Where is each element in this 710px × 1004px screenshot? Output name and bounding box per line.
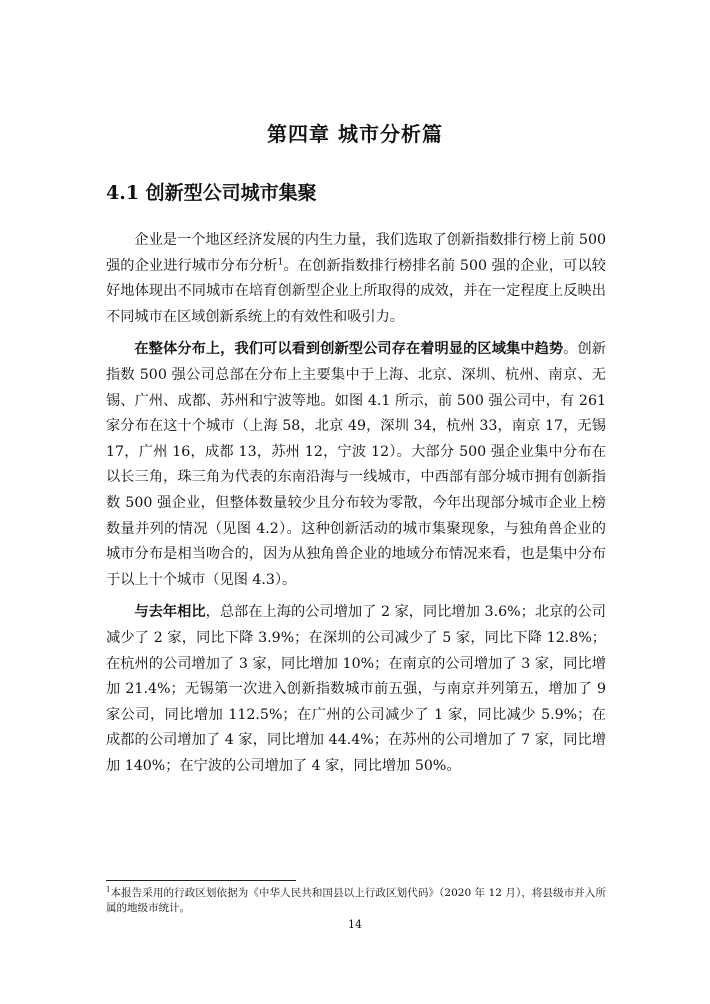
paragraph-3-text: ，总部在上海的公司增加了 2 家，同比增加 3.6%；北京的公司减少了 2 家，同比下降 3.9%；在深圳的公司减少了 5 家，同比下降 12.8%；在杭州的公司增加了 3 家，同比增加 10%；在南京的公司增加了 3 家，同比增加 21.4%；无锡第一次进入创新指数城市前五强，与南京并列第五，增加了 9 家公司，同比增加 112.5%；在广州的公司减少了 1 家，同比减少 5.9%；在成都的公司增加了 4 家，同比增加 44.4%；在苏州的公司增加了 7 家，同比增加 140%；在宁波的公司增加了 4 家，同比增加 50%。 xyxy=(106,604,606,774)
footnote xyxy=(106,886,606,916)
body-text xyxy=(106,228,606,786)
chapter-title: 第四章 城市分析篇 xyxy=(267,122,443,146)
paragraph-1 xyxy=(106,228,606,330)
page-number: 14 xyxy=(348,918,362,931)
paragraph-2-text: 。创新指数 500 强公司总部在分布上主要集中于上海、北京、深圳、杭州、南京、无锡、广州、成都、苏州和宁波等地。如图 4.1 所示，前 500 强公司中，有 261 家分布在这十个城市（上海 58，北京 49，深圳 34，杭州 33，南京 17，无锡 17，广州 16，成都 13，苏州 12，宁波 12）。大部分 500 强企业集中分布在以长三角，珠三角为代表的东南沿海与一线城市，中西部有部分城市拥有创新指数 500 强企业，但整体数量较少且分布较为零散，今年出现部分城市企业上榜数量并列的情况（见图 4.2）。这种创新活动的城市集聚现象，与独角兽企业的城市分布是相当吻合的，因为从独角兽企业的地域分布情况来看，也是集中分布于以上十个城市（见图 4.3）。 xyxy=(106,341,606,588)
footnote-text: 本报告采用的行政区划依据为《中华人民共和国县以上行政区划代码》（2020 年 12 月），将县级市并入所属的地级市统计。 xyxy=(106,887,606,914)
footnote-reference[interactable]: 1 xyxy=(277,256,284,267)
paragraph-2-lead: 在整体分布上，我们可以看到创新型公司存在着明显的区域集中趋势 xyxy=(134,341,564,358)
paragraph-3-lead: 与去年相比 xyxy=(134,604,206,621)
paragraph-1-text-b: 。在创新指数排行榜排名前 500 强的企业，可以较好地体现出不同城市在培育创新型企业上所取得的成效，并在一定程度上反映出不同城市在区域创新系统上的有效性和吸引力。 xyxy=(106,257,606,325)
footnote-mark: 1 xyxy=(106,885,111,894)
paragraph-3 xyxy=(106,600,606,779)
paragraph-2 xyxy=(106,337,606,593)
section-title: 4.1 创新型公司城市集聚 xyxy=(106,182,317,204)
paragraph-1-text-a: 企业是一个地区经济发展的内生力量，我们选取了创新指数排行榜上前 500 强的企业进行城市分布分析 xyxy=(106,232,606,274)
footnote-divider xyxy=(106,880,296,881)
